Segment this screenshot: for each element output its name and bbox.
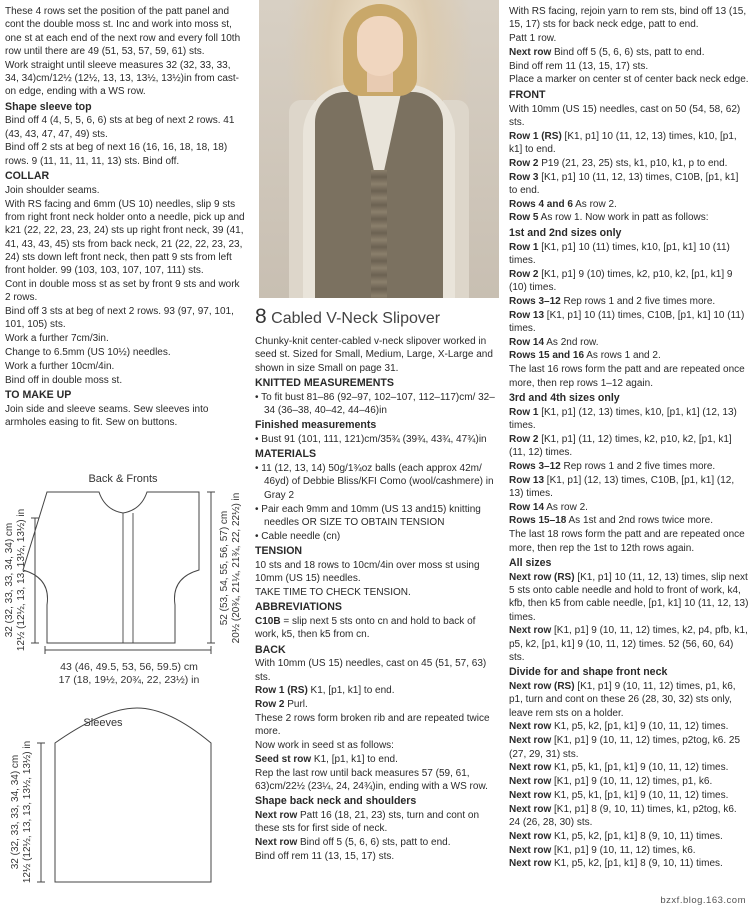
- bullet-item: • Pair each 9mm and 10mm (US 13 and15) knitting needles OR SIZE TO OBTAIN TENSION: [255, 503, 481, 528]
- instruction-row: [509, 844, 749, 857]
- row-text: As row 2.: [572, 198, 617, 210]
- row-text: [K1, p1] 10 (11) times, k10, [p1, k1] 10 (11) times.: [509, 241, 730, 266]
- section-heading: All sizes: [509, 556, 552, 569]
- paragraph: TAKE TIME TO CHECK TENSION.: [255, 586, 411, 598]
- paragraph: Now work in seed st as follows:: [255, 740, 394, 752]
- row-label: Next row: [509, 721, 552, 733]
- row-label: Row 2: [509, 268, 539, 280]
- paragraph: Work straight until sleeve measures 32 (32, 33, 33, 34, 34)cm/12½ (12½, 13, 13, 13½, 13½)in from cast-on edge, ending with a WS row.: [5, 59, 240, 98]
- paragraph: With RS facing and 6mm (US 10) needles, slip 9 sts from right front neck holder onto a needle, pick up and k21 (22, 22, 23, 23, 24) sts up right front neck, 39 (41, 41, 43, 43, 45) sts from back neck, 21 (22, 22, 23, 23, 24) sts down left front neck, then patt 9 sts from left front holder. 99 (103, 103, 107, 107, 111) sts.: [5, 198, 245, 277]
- row-text: As row 1. Now work in patt as follows:: [538, 212, 709, 224]
- row-text: As rows 1 and 2.: [584, 350, 661, 362]
- section-heading: MATERIALS: [255, 448, 317, 461]
- pattern-name: Cabled V-Neck Slipover: [271, 310, 441, 327]
- section-heading: ABBREVIATIONS: [255, 601, 342, 614]
- cable-detail: [371, 170, 387, 298]
- row-text: [K1, p1] (12, 13) times, C10B, [p1, k1] (12, 13) times.: [509, 474, 735, 499]
- row-text: [K1, p1] 8 (9, 10, 11) times, k1, p2tog, k6. 24 (26, 28, 30) sts.: [509, 803, 737, 829]
- row-label: Rows 15 and 16: [509, 350, 585, 362]
- instruction-row: [509, 680, 749, 720]
- row-text: K1, p5, k2, [p1, k1] 9 (10, 11, 12) times.: [551, 721, 729, 733]
- row-label: Row 14: [509, 336, 545, 348]
- row-text: [K1, p1] 10 (11, 12, 13) times, C10B, [p1, k1] to end.: [509, 171, 739, 196]
- paragraph: With 10mm (US 15) needles, cast on 45 (51, 57, 63) sts.: [255, 658, 487, 683]
- row-label: Rows 15–18: [509, 515, 567, 527]
- row-text: Bind off 5 (5, 6, 6) sts, patt to end.: [297, 837, 451, 849]
- row-text: [K1, p1] 9 (10, 11, 12) times, k6.: [551, 844, 696, 856]
- body-outline: [23, 492, 199, 643]
- instruction-row: [509, 46, 749, 59]
- row-text: [K1, p1] 9 (10, 11, 12) times, p1, k6, p1, turn and cont on these 26 (28, 30, 32) sts only, leave rem sts on a holder.: [509, 681, 736, 719]
- instruction-row: [509, 857, 749, 870]
- section-heading: Shape back neck and shoulders: [255, 795, 417, 808]
- back-left-cm: 32 (32, 33, 33, 34, 34) cm: [5, 522, 15, 638]
- paragraph: These 2 rows form broken rib and are repeated twice more.: [255, 713, 490, 738]
- paragraph: Chunky-knit center-cabled v-neck slipover worked in seed st. Sized for Small, Medium, Large, X-Large and shown in size Small on page 31.: [255, 336, 493, 374]
- row-label: Next row: [509, 776, 552, 788]
- paragraph: With RS facing, rejoin yarn to rem sts, bind off 13 (15, 15, 17) sts for back neck edge, patt to end.: [509, 6, 747, 31]
- row-text: K1, p5, k2, [p1, k1] 8 (9, 10, 11) times.: [551, 830, 723, 842]
- row-label: Row 3: [509, 171, 539, 183]
- sleeve-left-cm: 32 (32, 33, 33, 34, 34) cm: [10, 754, 21, 870]
- section-heading: KNITTED MEASUREMENTS: [255, 376, 394, 389]
- row-label: Next row: [509, 803, 552, 815]
- section-heading: 3rd and 4th sizes only: [509, 391, 620, 404]
- instruction-row: [509, 734, 749, 761]
- instruction-row: [509, 624, 749, 664]
- pattern-title: [255, 306, 499, 330]
- row-text: [K1, p1] 10 (11) times, C10B, [p1, k1] 10 (11) times.: [509, 309, 745, 334]
- paragraph: These 4 rows set the position of the patt panel and cont the double moss st. Inc and work into moss st, one st at each end of the next row and every foll 10th row until there are 49 (51, 53, 57, 59, 61) sts.: [5, 6, 241, 57]
- row-text: K1, p5, k2, [p1, k1] 8 (9, 10, 11) times.: [551, 858, 723, 870]
- schematic-svg: [5, 470, 250, 900]
- back-bottom-cm: 43 (46, 49.5, 53, 56, 59.5) cm: [60, 661, 198, 673]
- back-bottom-in: 17 (18, 19½, 20¾, 22, 23½) in: [58, 674, 200, 686]
- paragraph: Place a marker on center st of center back neck edge.: [509, 74, 749, 86]
- bullet-item: • Bust 91 (101, 111, 121)cm/35¾ (39¾, 43¾, 47¾)in: [255, 434, 487, 446]
- row-text: As 2nd row.: [544, 336, 599, 348]
- sleeve-outline: [55, 708, 211, 882]
- back-right-in: 20½ (20¾, 21¼, 21¾, 22, 22½) in: [231, 492, 242, 644]
- row-text: = slip next 5 sts onto cn and hold to back of work, k5, then k5 from cn.: [255, 615, 476, 641]
- instruction-row: [509, 761, 749, 774]
- section-heading: BACK: [255, 643, 286, 656]
- section-heading: Shape sleeve top: [5, 100, 92, 113]
- row-label: Next row: [509, 830, 552, 842]
- row-label: Rows 4 and 6: [509, 198, 573, 210]
- paragraph: Bind off 2 sts at beg of next 16 (16, 16, 18, 18, 18) rows. 9 (11, 11, 11, 11, 13) sts. Bind off.: [5, 142, 228, 167]
- instruction-row: [509, 460, 749, 473]
- row-text: Purl.: [284, 699, 308, 711]
- sleeve-left-in: 12½ (12½, 13, 13, 13½, 13½) in: [22, 740, 33, 884]
- row-text: As row 2.: [544, 501, 588, 513]
- section-heading: TENSION: [255, 544, 303, 557]
- instruction-row: [509, 830, 749, 843]
- bullet-item: • Cable needle (cn): [255, 530, 341, 542]
- row-label: Row 13: [509, 309, 545, 321]
- instruction-row: [509, 130, 749, 157]
- instruction-row: [509, 720, 749, 733]
- bullet-item: • To fit bust 81–86 (92–97, 102–107, 112–117)cm/ 32–34 (36–38, 40–42, 44–46)in: [255, 391, 495, 416]
- row-text: [K1, p1] 9 (10, 11, 12) times, p2tog, k6. 25 (27, 29, 31) sts.: [509, 735, 741, 760]
- instruction-row: [509, 775, 749, 788]
- instruction-row: [509, 406, 749, 433]
- watermark: bzxf.blog.163.com: [660, 894, 746, 906]
- row-text: K1, p5, k1, [p1, k1] 9 (10, 11, 12) times.: [551, 789, 729, 801]
- row-text: Patt 16 (18, 21, 23) sts, turn and cont on these sts for first side of neck.: [255, 810, 480, 835]
- row-label: Row 2: [255, 699, 285, 711]
- row-label: Next row: [509, 735, 552, 747]
- row-label: Next row: [255, 837, 298, 849]
- row-text: [K1, p1] (12, 13) times, k10, [p1, k1] (12, 13) times.: [509, 406, 737, 431]
- paragraph: Bind off rem 11 (13, 15, 17) sts.: [255, 850, 395, 862]
- instruction-row: [509, 336, 749, 349]
- instruction-row: [509, 309, 749, 336]
- row-label: Next row: [509, 789, 552, 801]
- sleeve-title: Sleeves: [83, 717, 123, 729]
- instruction-row: [509, 295, 749, 308]
- instruction-row: [509, 211, 749, 224]
- paragraph: The last 16 rows form the patt and are repeated once more, then rep rows 1–12 again.: [509, 364, 745, 389]
- row-text: [K1, p1] 9 (10) times, k2, p10, k2, [p1, k1] 9 (10) times.: [509, 268, 733, 293]
- pattern-number: 8: [255, 305, 267, 328]
- column-left: [5, 5, 245, 430]
- row-text: As 1st and 2nd rows twice more.: [566, 515, 713, 527]
- paragraph: Change to 6.5mm (US 10½) needles.: [5, 346, 171, 358]
- row-text: [K1, p1] 10 (11, 12, 13) times, k10, [p1, k1] to end.: [509, 130, 737, 155]
- instruction-row: [255, 809, 499, 836]
- column-middle: [255, 335, 499, 864]
- instruction-row: [509, 349, 749, 362]
- instruction-row: [255, 615, 499, 642]
- paragraph: Join side and sleeve seams. Sew sleeves into armholes easing to fit. Sew on buttons.: [5, 403, 209, 428]
- row-label: Next row (RS): [509, 681, 575, 693]
- schematic-diagram: [5, 470, 250, 900]
- instruction-row: [255, 753, 499, 766]
- paragraph: With 10mm (US 15) needles, cast on 50 (54, 58, 62) sts.: [509, 103, 741, 128]
- paragraph: Rep the last row until back measures 57 (59, 61, 63)cm/22½ (23¼, 24, 24¾)in, ending with a WS row.: [255, 767, 488, 792]
- section-heading: Divide for and shape front neck: [509, 666, 668, 679]
- row-text: [K1, p1] (11, 12) times, k2, p10, k2, [p1, k1] (11, 12) times.: [509, 433, 732, 458]
- row-text: Rep rows 1 and 2 five times more.: [560, 460, 716, 472]
- instruction-row: [509, 789, 749, 802]
- instruction-row: [509, 501, 749, 514]
- paragraph: Work a further 7cm/3in.: [5, 333, 109, 345]
- row-label: Rows 3–12: [509, 460, 561, 472]
- instruction-row: [509, 241, 749, 268]
- row-label: Next row: [509, 46, 552, 58]
- section-heading: TO MAKE UP: [5, 388, 72, 401]
- column-right: [509, 5, 749, 871]
- row-label: Next row: [509, 762, 552, 774]
- paragraph: Bind off 4 (4, 5, 5, 6, 6) sts at beg of next 2 rows. 41 (43, 43, 47, 47, 49) sts.: [5, 115, 235, 140]
- paragraph: Cont in double moss st as set by front 9 sts and work 2 rows.: [5, 278, 240, 304]
- row-text: Bind off 5 (5, 6, 6) sts, patt to end.: [551, 46, 705, 58]
- back-right-cm: 52 (53, 54, 55, 56, 57) cm: [219, 510, 230, 626]
- instruction-row: [509, 157, 749, 170]
- row-text: [K1, p1] 9 (10, 11, 12) times, k2, p4, pfb, k1, p5, k2, [p1, k1] 9 (10, 11, 12) times. 52 (56, 60, 64) sts.: [509, 625, 748, 663]
- instruction-row: [509, 433, 749, 460]
- paragraph: Work a further 10cm/4in.: [5, 360, 115, 372]
- row-text: [K1, p1] 9 (10, 11, 12) times, p1, k6.: [551, 776, 713, 788]
- paragraph: Bind off 3 sts at beg of next 2 rows. 93 (97, 97, 101, 101, 105) sts.: [5, 306, 234, 331]
- row-text: K1, [p1, k1] to end.: [307, 685, 395, 697]
- row-label: Row 14: [509, 501, 545, 513]
- row-label: Row 1 (RS): [509, 130, 562, 142]
- back-title: Back & Fronts: [88, 473, 158, 485]
- instruction-row: [509, 474, 749, 501]
- row-label: Next row (RS): [509, 571, 575, 583]
- back-left-in: 12½ (12½, 13, 13, 13½, 13½) in: [16, 508, 27, 652]
- section-heading: Finished measurements: [255, 419, 377, 432]
- row-label: Row 2: [509, 157, 539, 169]
- bullet-item: • 11 (12, 13, 14) 50g/1¾oz balls (each approx 42m/ 46yd) of Debbie Bliss/KFI Como (wool/cashmere) in Gray 2: [255, 463, 494, 501]
- row-text: [K1, p1] 10 (11, 12, 13) times, slip next 5 sts onto cable needle and hold to front of work, k4, kfb, then k5 from cable needle, [p1, k1] 10 (11, 12, 13) times.: [509, 571, 749, 623]
- row-label: Next row: [509, 625, 552, 637]
- instruction-row: [255, 684, 499, 697]
- row-text: P19 (21, 23, 25) sts, k1, p10, k1, p to end.: [538, 157, 728, 169]
- section-heading: 1st and 2nd sizes only: [509, 226, 622, 239]
- row-label: Row 13: [509, 474, 545, 486]
- instruction-row: [255, 698, 499, 711]
- paragraph: Join shoulder seams.: [5, 184, 100, 196]
- row-label: Seed st row: [255, 753, 312, 765]
- row-text: Rep rows 1 and 2 five times more.: [560, 295, 716, 307]
- row-label: Row 1: [509, 241, 539, 253]
- row-label: Next row: [255, 810, 298, 822]
- paragraph: Patt 1 row.: [509, 33, 557, 45]
- row-label: C10B: [255, 615, 281, 627]
- instruction-row: [255, 836, 499, 849]
- row-label: Row 1 (RS): [255, 685, 308, 697]
- row-label: Row 1: [509, 406, 539, 418]
- instruction-row: [509, 803, 749, 830]
- model-photo: [259, 0, 499, 298]
- instruction-row: [509, 268, 749, 295]
- row-label: Rows 3–12: [509, 295, 561, 307]
- row-label: Next row: [509, 844, 552, 856]
- paragraph: Bind off rem 11 (13, 15, 17) sts.: [509, 60, 649, 72]
- row-label: Row 5: [509, 212, 539, 224]
- row-text: K1, p5, k1, [p1, k1] 9 (10, 11, 12) times.: [551, 762, 729, 774]
- instruction-row: [509, 514, 749, 527]
- section-heading: FRONT: [509, 88, 546, 101]
- instruction-row: [509, 571, 749, 624]
- paragraph: Bind off in double moss st.: [5, 374, 123, 386]
- paragraph: 10 sts and 18 rows to 10cm/4in over moss st using 10mm (US 15) needles.: [255, 559, 480, 585]
- instruction-row: [509, 171, 749, 198]
- paragraph: The last 18 rows form the patt and are repeated once more, then rep the 1st to 12th rows again.: [509, 529, 745, 554]
- row-label: Row 2: [509, 433, 539, 445]
- row-label: Next row: [509, 858, 552, 870]
- row-text: K1, [p1, k1] to end.: [311, 753, 398, 765]
- section-heading: COLLAR: [5, 170, 50, 183]
- instruction-row: [509, 198, 749, 211]
